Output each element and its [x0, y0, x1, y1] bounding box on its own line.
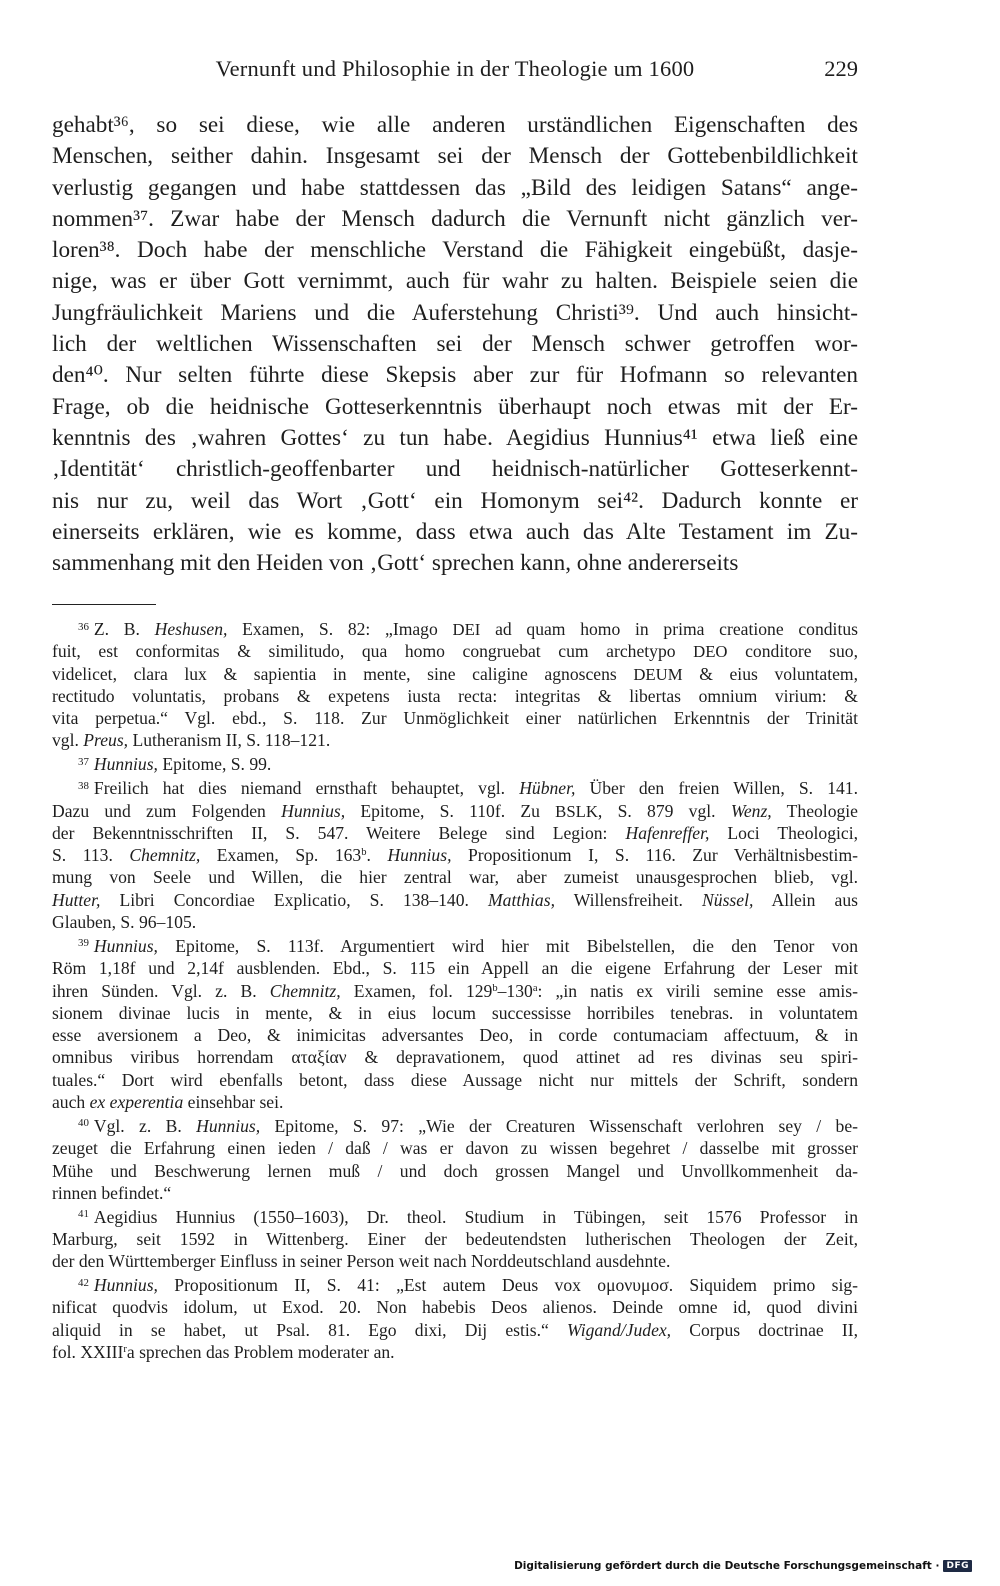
- footnote-line: $^{36}$ Z. B. Heshusen, Examen, S. 82: „Imago DEI ad quam homo in prima creatione conditus: [78, 619, 858, 639]
- footnote-line: S. 113. Chemnitz, Examen, Sp. 163$^b$. Hunnius, Propositionum I, S. 116. Zur Verhältnisbestim-: [52, 845, 858, 866]
- footnote-line: sionem divinae lucis in mente, & in eius locum successisse horribiles tenebras. in voluntatem: [52, 1002, 858, 1023]
- footnote-line: omnibus viribus horrendam αταξίαν & depravationem, quod attinet ad res divinas seu spiri-: [52, 1047, 858, 1068]
- footnote-line: vita perpetua.“ Vgl. ebd., S. 118. Zur Unmöglichkeit einer natürlichen Erkenntnis der Trinität: [52, 708, 858, 729]
- footnote-line: Röm 1,18f und 2,14f ausblenden. Ebd., S. 115 ein Appell an die eigene Erfahrung der Leser mit: [52, 958, 858, 979]
- footnote-line: rectitudo voluntatis, probans & expetens iusta recta: integritas & libertas omnium virium: &: [52, 685, 858, 706]
- footnote-number: 42: [78, 1276, 89, 1289]
- footnote-line: $^{39}$ Hunnius, Epitome, S. 113f. Argumentiert wird hier mit Bibelstellen, die den Tenor von: [78, 935, 858, 956]
- footnote-line: der Bekenntnisschriften II, S. 547. Weitere Belege sind Legion: Hafenreffer, Loci Theologici,: [52, 822, 858, 843]
- footnote-line: $^{38}$ Freilich hat dies niemand ernsthaft behauptet, vgl. Hübner, Über den freien Willen, S. 141.: [78, 778, 858, 799]
- footnote-number: 41: [78, 1208, 89, 1221]
- body-line: sammenhang mit den Heiden von ‚Gott‘ sprechen kann, ohne andererseits: [52, 550, 739, 577]
- body-line: nommen³⁷. Zwar habe der Mensch dadurch die Vernunft nicht gänzlich ver-: [52, 205, 858, 232]
- footnote-number: 38: [78, 779, 89, 792]
- body-line: loren³⁸. Doch habe der menschliche Verstand die Fähigkeit eingebüßt, dasje-: [52, 237, 858, 264]
- footnote-separator: [52, 604, 156, 605]
- footnote-number: 39: [78, 937, 89, 950]
- footnote-line: der den Württemberger Einfluss in seiner Person weit nach Norddeutschland ausdehnte.: [52, 1251, 671, 1272]
- footnote-line: zeuget die Erfahrung einen ieden / daß / was er davon zu wissen begehret / dasselbe mit grosser: [52, 1138, 858, 1159]
- body-line: ‚Identität‘ christlich-geoffenbarter und heidnisch-natürlicher Gotteserkennt-: [52, 456, 858, 483]
- body-line: gehabt³⁶, so sei diese, wie alle anderen urständlichen Eigenschaften des: [52, 112, 858, 138]
- footnote-line: videlicet, clara lux & sapientia in mente, sine caligine agnoscens DEUM & eius voluntatem,: [52, 663, 859, 684]
- footnote-38: [52, 777, 858, 933]
- body-line: lich der weltlichen Wissenschaften sei der Mensch schwer getroffen wor-: [52, 331, 858, 358]
- footnote-line: aliquid in se habet, ut Psal. 81. Ego dixi, Dij estis.“ Wigand/Judex, Corpus doctrinae II,: [52, 1319, 858, 1340]
- body-line: Menschen, seither dahin. Insgesamt sei der Mensch der Gottebenbildlichkeit: [52, 143, 858, 170]
- footnote-line: $^{40}$ Vgl. z. B. Hunnius, Epitome, S. 97: „Wie der Creaturen Wissenschaft verlohren sey / be-: [78, 1115, 859, 1136]
- body-line: einerseits erklären, wie es komme, dass etwa auch das Alte Testament im Zu-: [52, 518, 858, 545]
- footnote-line: fuit, est conformitas & similitudo, qua homo congruebat cum archetypo DEO conditore suo,: [52, 641, 858, 662]
- footnote-line: vgl. Preus, Lutheranism II, S. 118–121.: [52, 730, 331, 751]
- footnote-line: Marburg, seit 1592 in Wittenberg. Einer der bedeutendsten lutherischen Theologen der Zeit,: [52, 1228, 858, 1249]
- body-line: nige, was er über Gott vernimmt, auch für wahr zu halten. Beispiele seien die: [52, 268, 858, 295]
- footnote-36: [52, 618, 858, 752]
- page-number: 229: [824, 56, 858, 81]
- footnote-line: $^{41}$ Aegidius Hunnius (1550–1603), Dr. theol. Studium in Tübingen, seit 1576 Professor in: [78, 1206, 858, 1227]
- footnote-line: Hutter, Libri Concordiae Explicatio, S. 138–140. Matthias, Willensfreiheit. Nüssel, Allein aus: [52, 889, 858, 910]
- footnote-line: esse aversionem a Deo, & inimicitas adversantes Deo, in corde contumaciam affectuum, & in: [52, 1025, 858, 1046]
- credit-text: Digitalisierung gefördert durch die Deutsche Forschungsgemeinschaft ·: [514, 1560, 940, 1572]
- footnote-line: mung von Seele und Willen, die hier zentral war, aber zumeist unausgesprochen blieb, vgl.: [52, 867, 858, 888]
- footnote-41: [52, 1206, 858, 1273]
- footnote-40: [52, 1115, 858, 1204]
- running-title: Vernunft und Philosophie in der Theologie um 1600: [215, 56, 695, 81]
- footnote-37: [52, 753, 858, 775]
- footnote-line: Mühe und Beschwerung lernen muß / und doch grossen Mangel und Unvollkommenheit da-: [52, 1160, 858, 1181]
- footnote-42: [52, 1274, 858, 1363]
- main-text: [52, 110, 858, 579]
- footnote-number: 37: [78, 755, 89, 768]
- body-line: Jungfräulichkeit Mariens und die Auferstehung Christi³⁹. Und auch hinsicht-: [52, 299, 858, 326]
- body-line: nis nur zu, weil das Wort ‚Gott‘ ein Homonym sei⁴². Dadurch konnte er: [52, 487, 858, 514]
- footnote-line: ihren Sünden. Vgl. z. B. Chemnitz, Examen, fol. 129$^b$–130$^a$: „in natis ex virili semine esse amis-: [52, 980, 858, 1001]
- body-line: Frage, ob die heidnische Gotteserkenntnis überhaupt noch etwas mit der Er-: [52, 393, 858, 420]
- running-head: [52, 56, 858, 90]
- footnote-line: auch ex experentia einsehbar sei.: [52, 1092, 284, 1113]
- footnote-line: tuales.“ Dort wird ebenfalls betont, dass diese Aussage nicht nur mittels der Schrift, sondern: [52, 1069, 858, 1090]
- footnote-line: $^{42}$ Hunnius, Propositionum II, S. 41: „Est autem Deus vox ομονυμοσ. Siquidem primo sig-: [78, 1275, 858, 1296]
- footnote-number: 40: [78, 1117, 89, 1130]
- footnote-line: $^{37}$ Hunnius, Epitome, S. 99.: [78, 754, 272, 775]
- footnote-line: Dazu und zum Folgenden Hunnius, Epitome, S. 110f. Zu BSLK, S. 879 vgl. Wenz, Theologie: [52, 800, 858, 821]
- footnote-line: nificat quodvis idolum, ut Exod. 20. Non habebis Deos alienos. Deinde omne id, quod divini: [52, 1297, 858, 1318]
- digitization-credit: [514, 1558, 972, 1574]
- footnote-39: [52, 935, 858, 1113]
- footnotes: [52, 618, 858, 1365]
- body-line: verlustig gegangen und habe stattdessen das „Bild des leidigen Satans“ ange-: [52, 174, 858, 201]
- footnote-line: fol. XXIII$^r$a sprechen das Problem moderater an.: [52, 1342, 395, 1363]
- footnote-line: Glauben, S. 96–105.: [52, 912, 197, 933]
- footnote-line: rinnen befindet.“: [52, 1182, 172, 1203]
- body-line: kenntnis des ‚wahren Gottes‘ zu tun habe. Aegidius Hunnius⁴¹ etwa ließ eine: [52, 424, 858, 451]
- dfg-logo: DFG: [943, 1560, 972, 1572]
- footnote-number: 36: [78, 620, 89, 633]
- body-line: den⁴⁰. Nur selten führte diese Skepsis aber zur für Hofmann so relevanten: [52, 362, 858, 389]
